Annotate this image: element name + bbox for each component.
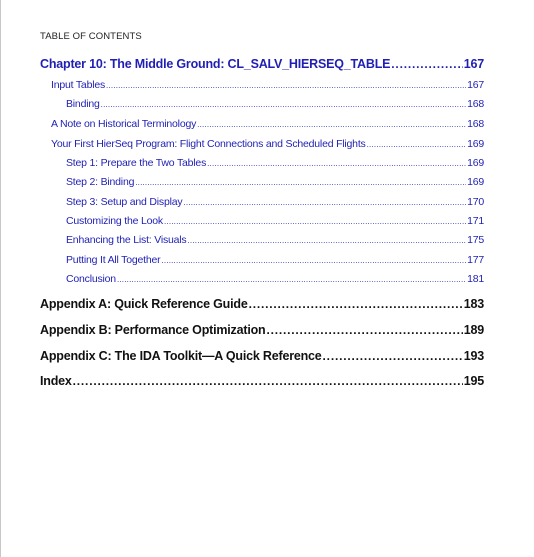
dot-leader — [266, 323, 462, 337]
toc-entry-title: Step 3: Setup and Display — [66, 196, 183, 208]
toc-entry-title: Appendix B: Performance Optimization — [40, 323, 266, 337]
dot-leader — [161, 256, 466, 265]
toc-entry-title: Index — [40, 374, 72, 388]
toc-entry-page: 177 — [467, 254, 484, 266]
toc-entry-appendix-b[interactable] — [40, 323, 484, 337]
toc-entry-page: 168 — [467, 118, 484, 130]
toc-entry-page: 183 — [463, 297, 484, 311]
toc-entry-first-hierseq-program[interactable] — [51, 138, 484, 150]
dot-leader — [367, 140, 466, 149]
page-header: TABLE OF CONTENTS — [40, 31, 142, 42]
toc-entry-appendix-a[interactable] — [40, 297, 484, 311]
toc-entry-page: 181 — [467, 273, 484, 285]
toc-entry-customizing-the-look[interactable] — [66, 215, 484, 227]
toc-entry-index[interactable] — [40, 374, 484, 388]
toc-entry-title: Chapter 10: The Middle Ground: CL_SALV_HIERSEQ_TABLE — [40, 57, 391, 71]
dot-leader — [188, 236, 467, 245]
dot-leader — [323, 349, 463, 363]
toc-entry-page: 169 — [467, 157, 484, 169]
toc-entry-title: A Note on Historical Terminology — [51, 118, 197, 130]
dot-leader — [197, 120, 466, 129]
toc-entry-title: Appendix A: Quick Reference Guide — [40, 297, 248, 311]
toc-entry-page: 175 — [467, 234, 484, 246]
toc-entry-step-2[interactable] — [66, 176, 484, 188]
toc-entry-appendix-c[interactable] — [40, 349, 484, 363]
dot-leader — [101, 100, 466, 109]
dot-leader — [135, 178, 466, 187]
toc-entry-step-1[interactable] — [66, 157, 484, 169]
toc-entry-page: 189 — [463, 323, 484, 337]
toc-entry-page: 169 — [467, 176, 484, 188]
dot-leader — [391, 57, 462, 71]
toc-entry-title: Conclusion — [66, 273, 116, 285]
dot-leader — [164, 217, 466, 226]
toc-entry-title: Customizing the Look — [66, 215, 163, 227]
dot-leader — [117, 275, 466, 284]
toc-entry-step-3[interactable] — [66, 196, 484, 208]
dot-leader — [106, 81, 466, 90]
dot-leader — [73, 374, 463, 388]
toc-entry-page: 168 — [467, 98, 484, 110]
toc-entry-title: Putting It All Together — [66, 254, 161, 266]
toc-entry-title: Appendix C: The IDA Toolkit—A Quick Reference — [40, 349, 322, 363]
dot-leader — [183, 198, 466, 207]
toc-entry-title: Binding — [66, 98, 100, 110]
toc-entry-historical-terminology[interactable] — [51, 118, 484, 130]
toc-entry-page: 167 — [467, 79, 484, 91]
toc-entry-title: Step 2: Binding — [66, 176, 135, 188]
toc-entry-binding[interactable] — [66, 98, 484, 110]
toc-entry-input-tables[interactable] — [51, 79, 484, 91]
toc-entry-page: 193 — [463, 349, 484, 363]
toc-entry-title: Input Tables — [51, 79, 106, 91]
toc-entry-conclusion[interactable] — [66, 273, 484, 285]
toc-entry-page: 167 — [463, 57, 484, 71]
toc-entry-page: 170 — [467, 196, 484, 208]
toc-entry-title: Step 1: Prepare the Two Tables — [66, 157, 207, 169]
toc-entry-page: 169 — [467, 138, 484, 150]
dot-leader — [207, 159, 466, 168]
dot-leader — [249, 297, 463, 311]
toc-entry-page: 195 — [463, 374, 484, 388]
toc-entry-title: Enhancing the List: Visuals — [66, 234, 187, 246]
toc-entry-putting-it-all-together[interactable] — [66, 254, 484, 266]
toc-entry-chapter-10[interactable] — [40, 57, 484, 71]
toc-entry-enhancing-the-list[interactable] — [66, 234, 484, 246]
toc-entry-title: Your First HierSeq Program: Flight Connections and Scheduled Flights — [51, 138, 366, 150]
toc-entry-page: 171 — [467, 215, 484, 227]
